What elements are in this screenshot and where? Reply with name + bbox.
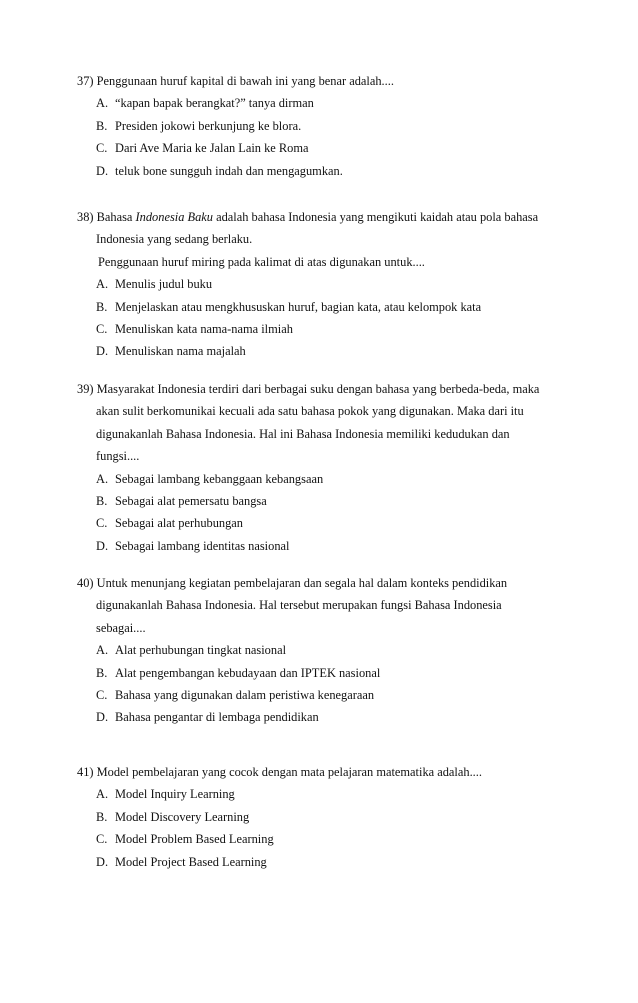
option-letter: D. xyxy=(96,854,109,869)
question-text-italic: Indonesia Baku xyxy=(135,210,213,224)
question-text-line: akan sulit berkomunikai kecuali ada satu bahasa pokok yang digunakan. Maka dari itu xyxy=(96,404,524,419)
question-40 xyxy=(77,572,577,729)
option-text: Model Inquiry Learning xyxy=(115,787,235,802)
option-text: Model Project Based Learning xyxy=(115,854,267,869)
option-text: teluk bone sungguh indah dan mengagumkan. xyxy=(115,163,343,178)
option-letter: C. xyxy=(96,516,108,531)
option-text: Presiden jokowi berkunjung ke blora. xyxy=(115,118,302,133)
option-text: Alat perhubungan tingkat nasional xyxy=(115,643,287,658)
option-text: Model Discovery Learning xyxy=(115,809,250,824)
option-letter: B. xyxy=(96,665,108,680)
option-text: “kapan bapak berangkat?” tanya dirman xyxy=(115,96,314,111)
option-b xyxy=(77,115,577,137)
option-letter: C. xyxy=(96,832,108,847)
question-stem xyxy=(77,378,577,400)
option-letter: C. xyxy=(96,321,108,336)
option-d xyxy=(77,706,577,728)
option-letter: D. xyxy=(96,163,109,178)
option-text: Bahasa yang digunakan dalam peristiwa kenegaraan xyxy=(115,687,375,702)
option-text: Menulis judul buku xyxy=(115,277,213,292)
question-stem xyxy=(77,70,577,92)
question-37 xyxy=(77,70,577,182)
option-text: Sebagai lambang identitas nasional xyxy=(115,538,290,553)
question-text: Model pembelajaran yang cocok dengan mata pelajaran matematika adalah.... xyxy=(96,765,482,779)
option-letter: A. xyxy=(96,96,109,111)
question-text-line: sebagai.... xyxy=(96,620,146,635)
option-a xyxy=(77,783,577,805)
option-b xyxy=(77,296,577,318)
option-d xyxy=(77,851,577,873)
option-b xyxy=(77,662,577,684)
option-a xyxy=(77,639,577,661)
option-c xyxy=(77,137,577,159)
option-letter: C. xyxy=(96,141,108,156)
question-stem xyxy=(77,206,577,228)
option-letter: A. xyxy=(96,471,109,486)
option-b xyxy=(77,490,577,512)
option-text: Model Problem Based Learning xyxy=(115,832,274,847)
question-text-after: adalah bahasa Indonesia yang mengikuti kaidah atau pola bahasa xyxy=(212,210,539,224)
option-text: Bahasa pengantar di lembaga pendidikan xyxy=(115,710,319,725)
option-letter: B. xyxy=(96,299,108,314)
question-number: 41) xyxy=(77,765,94,779)
question-stem xyxy=(77,572,577,594)
option-text: Alat pengembangan kebudayaan dan IPTEK nasional xyxy=(115,665,381,680)
option-letter: C. xyxy=(96,687,108,702)
option-d xyxy=(77,535,577,557)
option-letter: B. xyxy=(96,118,108,133)
option-letter: A. xyxy=(96,277,109,292)
question-text: Untuk menunjang kegiatan pembelajaran dan segala hal dalam konteks pendidikan xyxy=(96,576,508,590)
option-text: Sebagai lambang kebanggaan kebangsaan xyxy=(115,471,324,486)
question-text: Masyarakat Indonesia terdiri dari berbagai suku dengan bahasa yang berbeda-beda, maka xyxy=(96,382,540,396)
option-b xyxy=(77,806,577,828)
option-c xyxy=(77,684,577,706)
question-39 xyxy=(77,378,577,557)
question-text-before: Bahasa xyxy=(96,210,136,224)
option-text: Menuliskan kata nama-nama ilmiah xyxy=(115,321,293,336)
option-letter: D. xyxy=(96,710,109,725)
option-c xyxy=(77,512,577,534)
question-number: 38) xyxy=(77,210,94,224)
question-41 xyxy=(77,761,577,873)
option-text: Sebagai alat perhubungan xyxy=(115,516,243,531)
option-a xyxy=(77,273,577,295)
question-text-line: digunakanlah Bahasa Indonesia. Hal tersebut merupakan fungsi Bahasa Indonesia xyxy=(96,598,502,613)
option-letter: D. xyxy=(96,344,109,359)
option-c xyxy=(77,828,577,850)
option-text: Menjelaskan atau mengkhususkan huruf, bagian kata, atau kelompok kata xyxy=(115,299,482,314)
question-text-line: Penggunaan huruf miring pada kalimat di atas digunakan untuk.... xyxy=(98,254,425,269)
option-text: Sebagai alat pemersatu bangsa xyxy=(115,493,267,508)
option-c xyxy=(77,318,577,340)
option-letter: B. xyxy=(96,493,108,508)
option-letter: A. xyxy=(96,643,109,658)
question-38 xyxy=(77,206,577,363)
question-text-line: digunakanlah Bahasa Indonesia. Hal ini Bahasa Indonesia memiliki kedudukan dan xyxy=(96,426,510,441)
question-text: Penggunaan huruf kapital di bawah ini yang benar adalah.... xyxy=(96,74,394,88)
option-letter: D. xyxy=(96,538,109,553)
option-letter: B. xyxy=(96,809,108,824)
question-number: 40) xyxy=(77,576,94,590)
option-text: Menuliskan nama majalah xyxy=(115,344,246,359)
question-number: 37) xyxy=(77,74,94,88)
question-text-line: Indonesia yang sedang berlaku. xyxy=(96,232,253,247)
option-text: Dari Ave Maria ke Jalan Lain ke Roma xyxy=(115,141,309,156)
option-d xyxy=(77,160,577,182)
option-d xyxy=(77,340,577,362)
question-text-line: fungsi.... xyxy=(96,449,140,464)
option-a xyxy=(77,468,577,490)
question-number: 39) xyxy=(77,382,94,396)
question-stem xyxy=(77,761,577,783)
option-a xyxy=(77,92,577,114)
option-letter: A. xyxy=(96,787,109,802)
